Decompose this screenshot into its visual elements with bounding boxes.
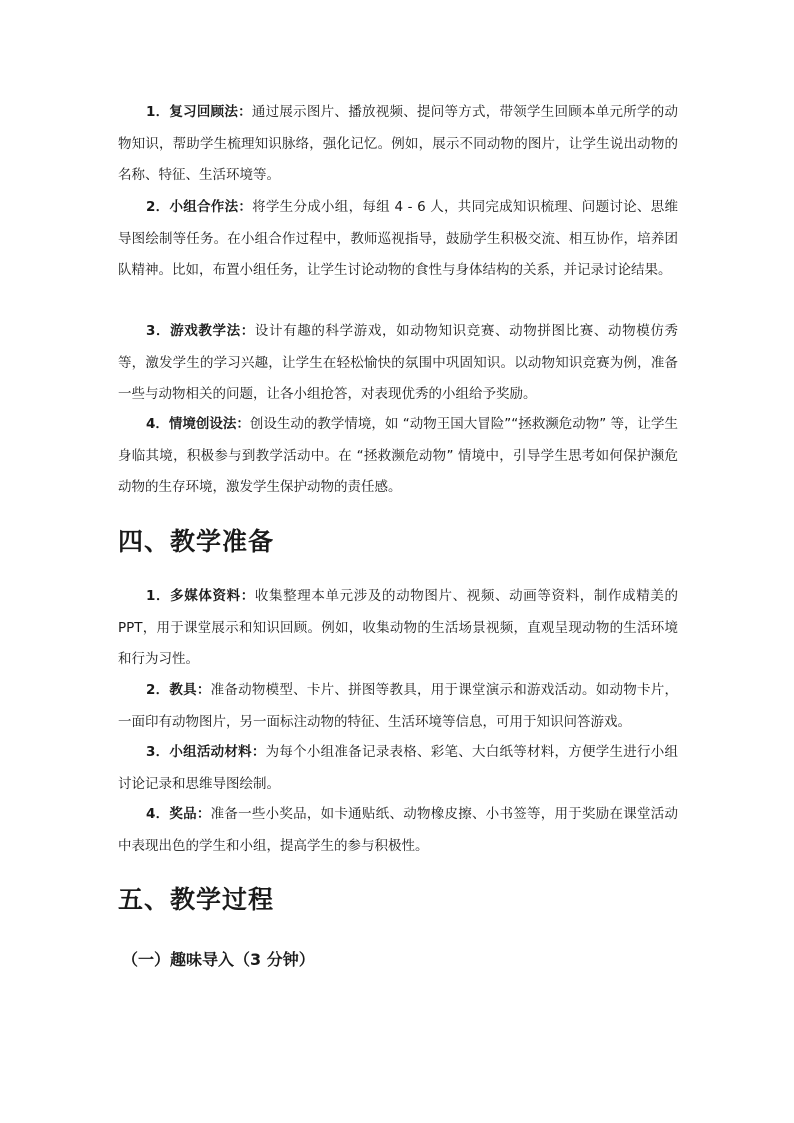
- section-5-heading: 五、教学过程: [118, 885, 275, 914]
- method-paragraph-4: [118, 409, 678, 504]
- method-1-text: 通过展示图片、播放视频、提问等方式，带领学生回顾本单元所学的动物知识，帮助学生梳理知识脉络，强化记忆。例如，展示不同动物的图片，让学生说出动物的名称、特征、生活环境等。: [118, 104, 678, 183]
- prep-paragraph-4: [118, 799, 678, 862]
- method-2-text: 将学生分成小组，每组 4 - 6 人，共同完成知识梳理、问题讨论、思维导图绘制等任务。在小组合作过程中，教师巡视指导，鼓励学生积极交流、相互协作，培养团队精神。比如，布置小组任务，让学生讨论动物的食性与身体结构的关系，并记录讨论结果。: [118, 199, 678, 278]
- prep-paragraph-3: [118, 737, 678, 800]
- method-paragraph-3: [118, 316, 678, 411]
- method-3-lead: 3．游戏教学法：: [146, 323, 255, 339]
- method-1-lead: 1．复习回顾法：: [146, 104, 252, 120]
- prep-2-text: 准备动物模型、卡片、拼图等教具，用于课堂演示和游戏活动。如动物卡片，一面印有动物图片，另一面标注动物的特征、生活环境等信息，可用于知识问答游戏。: [118, 682, 678, 730]
- method-paragraph-2: [118, 192, 678, 287]
- prep-1-lead: 1．多媒体资料：: [146, 588, 255, 604]
- method-3-text: 设计有趣的科学游戏，如动物知识竞赛、动物拼图比赛、动物模仿秀等，激发学生的学习兴趣，让学生在轻松愉快的氛围中巩固知识。以动物知识竞赛为例，准备一些与动物相关的问题，让各小组抢答，对表现优秀的小组给予奖励。: [118, 323, 678, 402]
- section-4-heading: 四、教学准备: [118, 527, 275, 556]
- prep-3-text: 为每个小组准备记录表格、彩笔、大白纸等材料，方便学生进行小组讨论记录和思维导图绘制。: [118, 744, 678, 792]
- prep-4-text: 准备一些小奖品，如卡通贴纸、动物橡皮擦、小书签等，用于奖励在课堂活动中表现出色的学生和小组，提高学生的参与积极性。: [118, 806, 678, 854]
- method-4-lead: 4．情境创设法：: [146, 416, 250, 432]
- prep-2-lead: 2．教具：: [146, 682, 211, 698]
- prep-4-lead: 4．奖品：: [146, 806, 211, 822]
- prep-paragraph-1: [118, 581, 678, 676]
- prep-3-lead: 3．小组活动材料：: [146, 744, 266, 760]
- method-4-text: 创设生动的教学情境，如 “动物王国大冒险”“拯救濒危动物” 等，让学生身临其境，积极参与到教学活动中。在 “拯救濒危动物” 情境中，引导学生思考如何保护濒危动物的生存环境，激发学生保护动物的责任感。: [118, 416, 678, 495]
- subsection-1-heading: （一）趣味导入（3 分钟）: [122, 950, 315, 969]
- method-2-lead: 2．小组合作法：: [146, 199, 253, 215]
- prep-paragraph-2: [118, 675, 678, 738]
- method-paragraph-1: [118, 97, 678, 192]
- prep-1-text: 收集整理本单元涉及的动物图片、视频、动画等资料，制作成精美的 PPT，用于课堂展示和知识回顾。例如，收集动物的生活场景视频，直观呈现动物的生活环境和行为习性。: [118, 588, 678, 667]
